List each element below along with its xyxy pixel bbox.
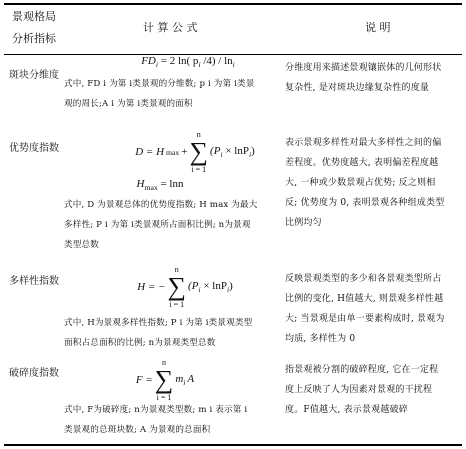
row-1-note-line-2: 观的周长;A i 为第 i类景观的面积 [64,99,193,109]
row-3-desc-line-3: 大; 当景观是由单一要素构成时, 景观为 [285,314,445,324]
header-col1-line2: 分析指标 [12,32,56,45]
row-2-note-line-2: 多样性; P i 为第 i类景观所占面积比例; n为景观 [64,220,251,230]
row-4-desc-line-2: 度上反映了人为因素对景观的干扰程 [285,385,433,395]
row-3-note [64,313,279,353]
row-2-desc-line-4: 反; 优势度为 0, 表明景观各种组成类型 [285,198,445,208]
header-col1 [12,10,56,46]
top-rule [4,3,462,5]
row-3-name: 多样性指数 [9,276,59,287]
row-4-note-line-1: 式中, F为破碎度; n为景观类型数; m i 表示第 i [64,405,248,415]
row-4-desc-line-3: 度。F值越大, 表示景观越破碎 [285,405,408,415]
sigma-icon: ∑ [189,137,209,166]
row-2-desc-line-3: 大, 一种或少数景观占优势; 反之则相 [285,178,436,188]
row-4-formula: F = n ∑ i = 1 $m_i$ A [135,358,195,402]
sigma-icon: ∑ [154,365,174,394]
header-col1-line1: 景观格局 [12,10,56,23]
row-1-note [64,74,279,114]
row-2-formula: D = H max + n ∑ i = 1 $(P_i \times \ln P_i)$ [135,130,255,174]
sigma-icon: ∑ [167,272,187,301]
bottom-rule [4,444,462,446]
row-1-desc-line-1: 分维度用来描述景观镶嵌体的几何形状 [285,63,442,73]
row-2-note [64,195,279,255]
row-2-note-line-1: 式中, D 为景观总体的优势度指数; H max 为最大 [64,200,258,210]
row-3-desc-line-4: 均质, 多样性为 0 [285,334,356,344]
row-3-note-line-2: 面积占总面积的比例; n为景观类型总数 [64,338,216,348]
row-1-name: 斑块分维度 [9,70,59,81]
row-4-name: 破碎度指数 [9,368,59,379]
row-3-desc [285,269,463,349]
row-3-desc-line-2: 比例的变化, H值越大, 则景观多样性越 [285,294,444,304]
row-2-desc-line-1: 表示景观多样性对最大多样性之间的偏 [285,138,442,148]
row-4-desc [285,360,463,420]
row-2-desc-line-5: 比例均匀 [285,218,322,228]
row-4-note [64,400,279,440]
row-2-desc [285,133,463,233]
row-3-note-line-1: 式中, H为景观多样性指数; P i 为第 i类景观类型 [64,318,253,328]
row-1-desc-line-2: 复杂性, 是对斑块边缘复杂性的度量 [285,83,430,93]
header-col3: 说 明 [365,21,391,34]
row-2-formula-hmax: $H_{max} = \ln n$ [136,178,184,193]
row-2-desc-line-2: 差程度。优势度越大, 表明偏差程度越 [285,158,439,168]
row-4-desc-line-1: 指景观被分割的破碎程度, 它在一定程 [285,365,439,375]
row-2-note-line-3: 类型总数 [64,240,99,250]
row-3-formula: H = − n ∑ i = 1 $(P_i \times \ln P_i)$ [137,265,233,309]
row-1-formula: $FD_i = 2$ ln( $p_i$ $/4) / \ln_i$ [141,55,235,70]
row-1-note-line-1: 式中, FD i 为第 i类景观的分维数; p i 为第 i类景 [64,79,255,89]
row-3-desc-line-1: 反映景观类型的多少和各景观类型所占 [285,274,442,284]
row-1-desc [285,58,463,98]
row-4-note-line-2: 类景观的总斑块数; A 为景观的总面积 [64,425,211,435]
row-2-name: 优势度指数 [9,143,59,154]
header-col2: 计 算 公 式 [143,21,198,34]
